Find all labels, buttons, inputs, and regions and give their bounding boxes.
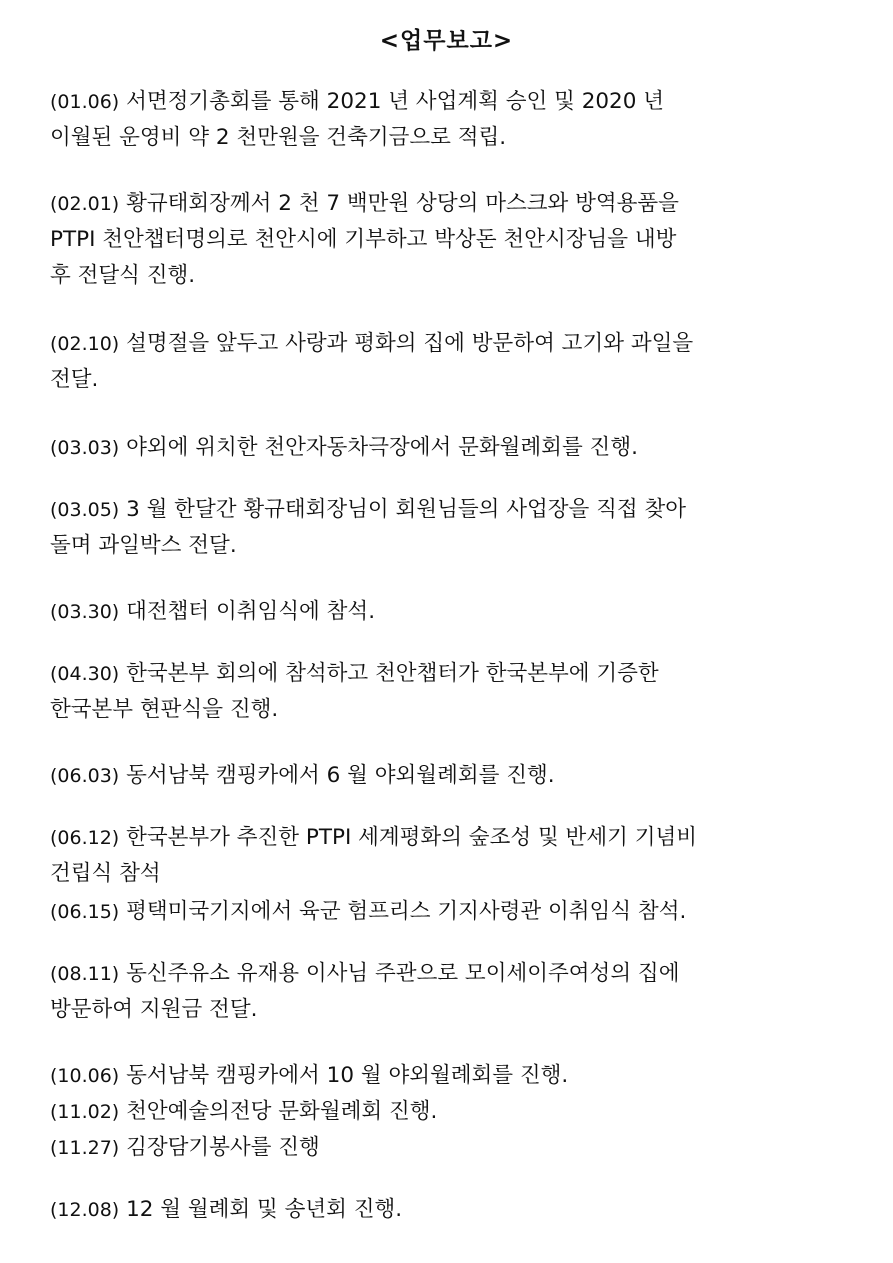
entry-line bbox=[50, 1058, 860, 1094]
entry-date: (11.02) bbox=[50, 1101, 120, 1123]
entry-date: (02.01) bbox=[50, 193, 120, 215]
entry-text: 김장담기봉사를 진행 bbox=[126, 1135, 320, 1160]
entry-line bbox=[50, 594, 860, 630]
entry-line bbox=[50, 222, 860, 258]
entry-line bbox=[50, 692, 860, 728]
entry-text: 대전챕터 이취임식에 참석. bbox=[126, 599, 376, 624]
entry-date: (03.05) bbox=[50, 499, 120, 521]
entry-text: 방문하여 지원금 전달. bbox=[50, 997, 258, 1022]
entry-line bbox=[50, 186, 860, 222]
entry-date: (11.27) bbox=[50, 1137, 120, 1159]
page-title: <업무보고> bbox=[379, 28, 514, 54]
entry-date: (04.30) bbox=[50, 663, 120, 685]
entry-date: (02.10) bbox=[50, 333, 120, 355]
entry-text: 한국본부가 추진한 PTPI 세계평화의 숲조성 및 반세기 기념비 bbox=[126, 825, 697, 850]
report-entry bbox=[50, 820, 860, 892]
entry-line bbox=[50, 894, 860, 930]
entry-line bbox=[50, 856, 860, 892]
entry-line bbox=[50, 758, 860, 794]
entry-text: 한국본부 현판식을 진행. bbox=[50, 697, 279, 722]
report-entry bbox=[50, 956, 860, 1028]
entry-date: (06.15) bbox=[50, 901, 120, 923]
report-entry bbox=[50, 594, 860, 630]
entry-text: 후 전달식 진행. bbox=[50, 263, 196, 288]
entry-date: (06.12) bbox=[50, 827, 120, 849]
entry-text: 동서남북 캠핑카에서 10 월 야외월례회를 진행. bbox=[126, 1063, 569, 1088]
report-entry bbox=[50, 894, 860, 930]
entry-text: 12 월 월례회 및 송년회 진행. bbox=[126, 1197, 403, 1222]
entry-text: 서면정기총회를 통해 2021 년 사업계획 승인 및 2020 년 bbox=[126, 89, 665, 114]
entry-line bbox=[50, 326, 860, 362]
entry-line bbox=[50, 528, 860, 564]
entry-date: (10.06) bbox=[50, 1065, 120, 1087]
entry-text: 이월된 운영비 약 2 천만원을 건축기금으로 적립. bbox=[50, 125, 507, 150]
entry-line bbox=[50, 492, 860, 528]
entry-text: 동서남북 캠핑카에서 6 월 야외월례회를 진행. bbox=[126, 763, 555, 788]
entry-line bbox=[50, 820, 860, 856]
entry-line bbox=[50, 120, 860, 156]
entry-text: 설명절을 앞두고 사랑과 평화의 집에 방문하여 고기와 과일을 bbox=[126, 331, 694, 356]
entry-line bbox=[50, 258, 860, 294]
entry-line bbox=[50, 1094, 860, 1130]
entry-line bbox=[50, 1192, 860, 1228]
entry-line bbox=[50, 956, 860, 992]
entry-text: 3 월 한달간 황규태회장님이 회원님들의 사업장을 직접 찾아 bbox=[126, 497, 687, 522]
report-entry bbox=[50, 656, 860, 728]
report-entry bbox=[50, 1094, 860, 1130]
report-entry bbox=[50, 492, 860, 564]
entry-date: (03.30) bbox=[50, 601, 120, 623]
entry-date: (06.03) bbox=[50, 765, 120, 787]
entry-text: 평택미국기지에서 육군 험프리스 기지사령관 이취임식 참석. bbox=[126, 899, 687, 924]
entry-line bbox=[50, 362, 860, 398]
entry-line bbox=[50, 1130, 860, 1166]
entry-date: (01.06) bbox=[50, 91, 120, 113]
report-entry bbox=[50, 326, 860, 398]
report-entry bbox=[50, 186, 860, 294]
entry-text: 한국본부 회의에 참석하고 천안챕터가 한국본부에 기증한 bbox=[126, 661, 659, 686]
report-entry bbox=[50, 430, 860, 466]
report-entry bbox=[50, 758, 860, 794]
report-entry bbox=[50, 84, 860, 156]
entry-text: 야외에 위치한 천안자동차극장에서 문화월례회를 진행. bbox=[126, 435, 638, 460]
entry-date: (12.08) bbox=[50, 1199, 120, 1221]
entry-line bbox=[50, 430, 860, 466]
entry-text: 천안예술의전당 문화월례회 진행. bbox=[126, 1099, 438, 1124]
entry-line bbox=[50, 84, 860, 120]
entry-text: 돌며 과일박스 전달. bbox=[50, 533, 237, 558]
entry-text: 전달. bbox=[50, 367, 99, 392]
entry-text: PTPI 천안챕터명의로 천안시에 기부하고 박상돈 천안시장님을 내방 bbox=[50, 227, 677, 252]
report-entry bbox=[50, 1130, 860, 1166]
entry-line bbox=[50, 656, 860, 692]
entry-text: 건립식 참석 bbox=[50, 861, 161, 886]
entry-text: 황규태회장께서 2 천 7 백만원 상당의 마스크와 방역용품을 bbox=[126, 191, 679, 216]
report-entry bbox=[50, 1192, 860, 1228]
entry-date: (03.03) bbox=[50, 437, 120, 459]
entry-text: 동신주유소 유재용 이사님 주관으로 모이세이주여성의 집에 bbox=[126, 961, 680, 986]
entry-line bbox=[50, 992, 860, 1028]
entry-date: (08.11) bbox=[50, 963, 120, 985]
report-entry bbox=[50, 1058, 860, 1094]
